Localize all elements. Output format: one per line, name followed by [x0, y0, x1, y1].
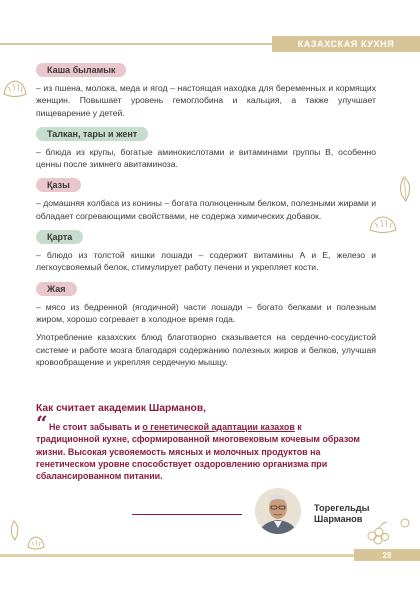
dumpling-icon — [2, 78, 28, 100]
summary-paragraph: Употребление казахских блюд благотворно сказывается на сердечно-сосудистой системе и работе мозга благодаря содержанию полезных жиров и белков, улучшая кровообращение и укрепляя сердечную мышцу. — [36, 332, 376, 367]
dish-list — [36, 60, 376, 368]
dish-title: Каша быламык — [36, 63, 126, 77]
dumpling-icon — [26, 534, 46, 552]
dish-description: – блюдо из толстой кишки лошади – содержит витамины А и Е, железо и легкоусвояемый белок, стимулирует работу печени и укрепляет кости. — [36, 250, 376, 273]
header-rule — [0, 43, 272, 45]
dish-description: – блюда из крупы, богатые аминокислотами и витаминами группы В, особенно ценны после зимнего авитаминоза. — [36, 146, 376, 170]
dish-section — [36, 227, 376, 274]
berry-icon — [398, 516, 412, 530]
quote-rest: к традиционной кухне, сформированной многовековым кочевым образом жизни. Высокая усвояемость мясных и молочных продуктов на генетическом уровне способствует оздоровлению организма при сбалансированном питании. — [36, 422, 360, 482]
dish-description: – мясо из бедренной (ягодичной) части лошади – богато белками и полезным жиром, хорошо согревает в холодное время года. — [36, 301, 376, 324]
dish-section — [36, 175, 376, 222]
dish-description: – из пшена, молока, меда и ягод – настоящая находка для беременных и кормящих женщин. Повышает уровень гемоглобина и кальция, а также улучшает пищеварение у детей. — [36, 83, 376, 118]
section-title: КАЗАХСКАЯ КУХНЯ — [272, 36, 420, 52]
quote-mark: “ — [36, 411, 48, 435]
academician-heading: Как считает академик Шарманов, — [36, 403, 207, 414]
dish-title: Жая — [36, 282, 77, 296]
academician-quote — [36, 421, 366, 482]
signature-line — [132, 514, 242, 515]
portrait-image — [255, 488, 301, 534]
dish-section — [36, 124, 376, 171]
author-last-name: Шарманов — [314, 514, 363, 524]
dish-section — [36, 60, 376, 119]
quote-underlined: о генетической адаптации казахов — [142, 422, 295, 432]
dish-title: Қазы — [36, 178, 81, 192]
author-first-name: Торегельды — [314, 503, 370, 513]
leaf-icon — [6, 520, 22, 542]
footer-rule — [0, 554, 354, 557]
author-name — [314, 503, 369, 525]
quote-lead: Не стоит забывать и — [49, 422, 143, 432]
page-number: 29 — [354, 549, 420, 561]
dish-title: Талкан, тары и жент — [36, 127, 148, 141]
dish-section — [36, 279, 376, 326]
dish-description: – домашняя колбаса из конины – богата полноценным белком, полезными жирами и обладает согревающими свойствами, не содержа химических добавок. — [36, 198, 376, 221]
leaf-icon — [392, 175, 416, 205]
author-portrait — [255, 488, 301, 534]
dish-title: Қарта — [36, 230, 83, 244]
